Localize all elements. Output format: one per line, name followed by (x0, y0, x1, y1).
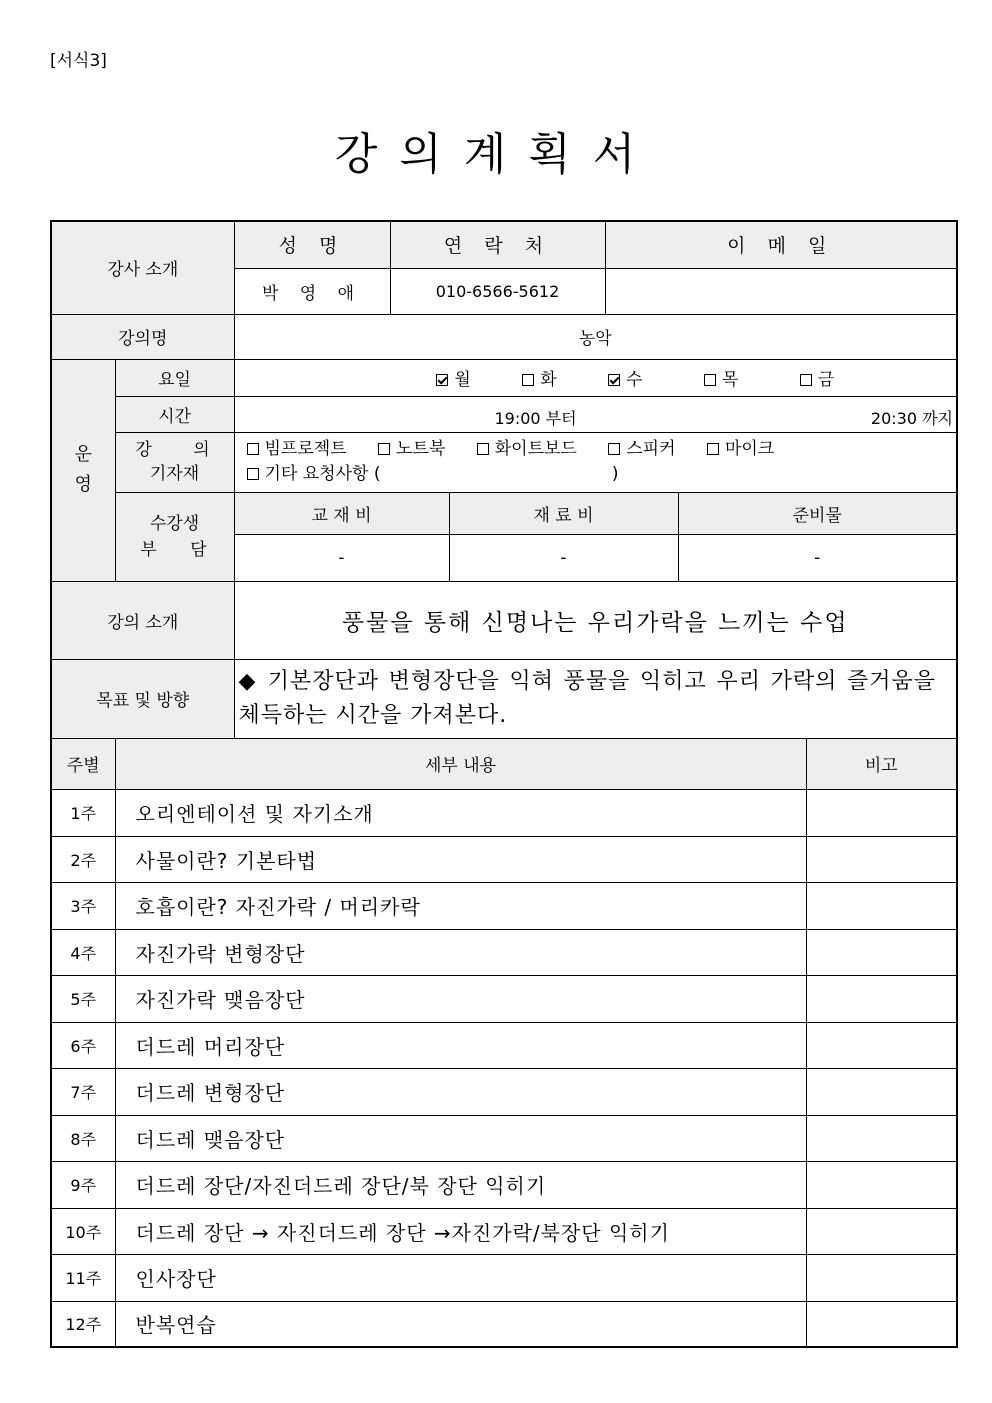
note-cell (806, 1022, 957, 1068)
equipment-speaker[interactable]: 스피커 (608, 437, 675, 462)
note-cell (806, 1161, 957, 1208)
week-cell: 9주 (51, 1161, 115, 1208)
week-cell: 6주 (51, 1022, 115, 1068)
equipment-whiteboard[interactable]: 화이트보드 (477, 437, 577, 462)
checkbox-checked-icon (436, 374, 448, 386)
equipment-laptop[interactable]: 노트북 (378, 437, 445, 462)
schedule-row (51, 1068, 957, 1115)
days-label: 요일 (115, 359, 234, 396)
schedule-row (51, 1115, 957, 1161)
material-cost-header: 재 료 비 (449, 492, 678, 534)
instructor-contact: 010-6566-5612 (390, 268, 605, 314)
note-cell (806, 1208, 957, 1254)
supplies-header: 준비물 (678, 492, 957, 534)
content-cell: 더드레 장단 → 자진더드레 장단 →자진가락/북장단 익히기 (115, 1208, 806, 1254)
week-cell: 2주 (51, 836, 115, 882)
note-cell (806, 882, 957, 929)
material-cost-value: - (449, 534, 678, 581)
week-cell: 7주 (51, 1068, 115, 1115)
equipment-options (234, 432, 957, 492)
instructor-section-label: 강사 소개 (51, 221, 234, 314)
note-cell (806, 929, 957, 975)
goal-text: ◆ 기본장단과 변형장단을 익혀 풍물을 익히고 우리 가락의 즐거움을 체득하는 시간을 가져본다. (234, 659, 957, 738)
day-option-tue[interactable]: 화 (522, 365, 556, 390)
equipment-microphone[interactable]: 마이크 (707, 437, 774, 462)
schedule-row (51, 789, 957, 836)
intro-label: 강의 소개 (51, 581, 234, 659)
student-cost-label-line1: 수강생 (149, 513, 200, 534)
operation-label (51, 359, 115, 581)
schedule-row (51, 882, 957, 929)
schedule-row (51, 1208, 957, 1254)
equipment-other[interactable]: 기타 요청사항 ( (247, 462, 381, 487)
goal-label: 목표 및 방향 (51, 659, 234, 738)
note-cell (806, 1301, 957, 1347)
content-cell: 더드레 맺음장단 (115, 1115, 806, 1161)
equipment-projector[interactable]: 빔프로젝트 (247, 437, 347, 462)
checkbox-empty-icon (608, 443, 620, 455)
supplies-value: - (678, 534, 957, 581)
content-cell: 더드레 장단/자진더드레 장단/북 장단 익히기 (115, 1161, 806, 1208)
course-label: 강의명 (51, 314, 234, 359)
student-cost-label-line2: 부 담 (140, 539, 221, 560)
email-header: 이 메 일 (605, 221, 957, 268)
week-cell: 5주 (51, 975, 115, 1022)
note-cell (806, 1115, 957, 1161)
time-label: 시간 (115, 396, 234, 432)
week-cell: 3주 (51, 882, 115, 929)
content-cell: 호흡이란? 자진가락 / 머리카락 (115, 882, 806, 929)
week-header: 주별 (51, 738, 115, 789)
note-cell (806, 1068, 957, 1115)
lecture-plan-table (50, 220, 958, 1348)
checkbox-empty-icon (704, 374, 716, 386)
note-cell (806, 789, 957, 836)
content-header: 세부 내용 (115, 738, 806, 789)
note-cell (806, 975, 957, 1022)
time-end: 20:30 까지 (870, 408, 953, 428)
schedule-row (51, 1254, 957, 1301)
form-code: [서식3] (50, 51, 107, 71)
content-cell: 더드레 변형장단 (115, 1068, 806, 1115)
note-header: 비고 (806, 738, 957, 789)
content-cell: 오리엔테이션 및 자기소개 (115, 789, 806, 836)
schedule-row (51, 836, 957, 882)
student-cost-label (115, 492, 234, 581)
schedule-row (51, 1301, 957, 1347)
schedule-row (51, 1022, 957, 1068)
content-cell: 더드레 머리장단 (115, 1022, 806, 1068)
intro-text: 풍물을 통해 신명나는 우리가락을 느끼는 수업 (234, 581, 957, 659)
week-cell: 1주 (51, 789, 115, 836)
checkbox-empty-icon (247, 443, 259, 455)
instructor-email (605, 268, 957, 314)
day-option-thu[interactable]: 목 (704, 365, 738, 390)
equipment-label-line1: 강 의 (135, 440, 228, 460)
contact-header: 연 락 처 (390, 221, 605, 268)
day-option-mon[interactable]: 월 (436, 365, 470, 390)
document-title: 강의계획서 (334, 129, 658, 180)
checkbox-empty-icon (522, 374, 534, 386)
checkbox-empty-icon (477, 443, 489, 455)
schedule-row (51, 929, 957, 975)
week-cell: 11주 (51, 1254, 115, 1301)
week-cell: 8주 (51, 1115, 115, 1161)
week-cell: 4주 (51, 929, 115, 975)
week-cell: 10주 (51, 1208, 115, 1254)
checkbox-empty-icon (247, 468, 259, 480)
course-name: 농악 (234, 314, 957, 359)
equipment-label (115, 432, 234, 492)
name-header: 성 명 (234, 221, 390, 268)
week-cell: 12주 (51, 1301, 115, 1347)
instructor-name: 박 영 애 (234, 268, 390, 314)
operation-label-text: 운영 (74, 444, 92, 495)
content-cell: 반복연습 (115, 1301, 806, 1347)
content-cell: 자진가락 변형장단 (115, 929, 806, 975)
content-cell: 인사장단 (115, 1254, 806, 1301)
checkbox-empty-icon (378, 443, 390, 455)
note-cell (806, 836, 957, 882)
schedule-row (51, 975, 957, 1022)
content-cell: 자진가락 맺음장단 (115, 975, 806, 1022)
checkbox-checked-icon (608, 374, 620, 386)
days-options (234, 359, 957, 396)
time-range (234, 396, 957, 432)
schedule-row (51, 1161, 957, 1208)
equipment-other-close: ) (611, 464, 619, 484)
checkbox-empty-icon (707, 443, 719, 455)
content-cell: 사물이란? 기본타법 (115, 836, 806, 882)
textbook-cost-value: - (234, 534, 449, 581)
day-option-wed[interactable]: 수 (608, 365, 642, 390)
time-start: 19:00 부터 (494, 408, 577, 428)
note-cell (806, 1254, 957, 1301)
equipment-label-line2: 기자재 (149, 464, 200, 484)
day-option-fri[interactable]: 금 (800, 365, 834, 390)
textbook-cost-header: 교 재 비 (234, 492, 449, 534)
checkbox-empty-icon (800, 374, 812, 386)
